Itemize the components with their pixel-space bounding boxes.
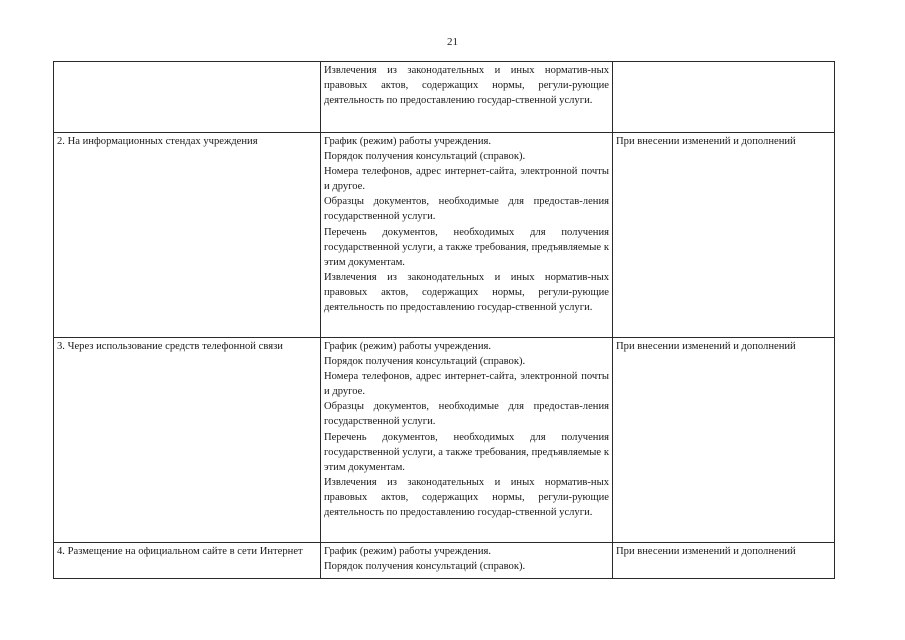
content-paragraph: Извлечения из законодательных и иных норматив-ных правовых актов, содержащих нормы, регули-рующие деятельность по предоставлению государ-ственной услуги. xyxy=(324,476,609,519)
frequency-text: При внесении изменений и дополнений xyxy=(616,136,796,147)
frequency-text: При внесении изменений и дополнений xyxy=(616,341,796,352)
content-paragraph: Образцы документов, необходимые для предостав-ления государственной услуги. xyxy=(324,401,609,428)
info-methods-table xyxy=(53,61,835,579)
table-row xyxy=(54,338,835,543)
method-text: 3. Через использование средств телефонной связи xyxy=(57,341,283,352)
content-paragraph: Перечень документов, необходимых для получения государственной услуги, а также требования, предъявляемые к этим документам. xyxy=(324,226,609,268)
content-cell xyxy=(321,62,613,133)
content-paragraph: Извлечения из законодательных и иных норматив-ных правовых актов, содержащих нормы, регули-рующие деятельность по предоставлению государ-ственной услуги. xyxy=(324,271,609,314)
content-paragraph: Порядок получения консультаций (справок). xyxy=(324,561,526,573)
method-cell xyxy=(54,62,321,133)
content-paragraph: Образцы документов, необходимые для предостав-ления государственной услуги. xyxy=(324,196,609,223)
table-row xyxy=(54,543,835,579)
content-cell xyxy=(321,338,613,543)
page-number: 21 xyxy=(447,36,458,48)
content-paragraph: Перечень документов, необходимых для получения государственной услуги, а также требования, предъявляемые к этим документам. xyxy=(324,431,609,473)
frequency-text: При внесении изменений и дополнений xyxy=(616,546,796,557)
frequency-cell xyxy=(613,62,835,133)
content-paragraph: График (режим) работы учреждения. xyxy=(324,136,492,147)
table-row xyxy=(54,62,835,133)
content-paragraph: Номера телефонов, адрес интернет-сайта, электронной почты и другое. xyxy=(324,166,609,193)
frequency-cell xyxy=(613,338,835,543)
table-row xyxy=(54,133,835,338)
method-cell xyxy=(54,338,321,543)
method-text: 4. Размещение на официальном сайте в сети Интернет xyxy=(57,546,303,557)
content-cell xyxy=(321,133,613,338)
content-paragraph: График (режим) работы учреждения. xyxy=(324,546,492,557)
method-cell xyxy=(54,543,321,579)
content-paragraph: Извлечения из законодательных и иных норматив-ных правовых актов, содержащих нормы, регули-рующие деятельность по предоставлению государ-ственной услуги. xyxy=(324,65,609,107)
content-cell xyxy=(321,543,613,579)
frequency-cell xyxy=(613,133,835,338)
content-paragraph: Порядок получения консультаций (справок). xyxy=(324,356,526,368)
method-cell xyxy=(54,133,321,338)
frequency-cell xyxy=(613,543,835,579)
content-paragraph: Порядок получения консультаций (справок). xyxy=(324,151,526,163)
content-paragraph: График (режим) работы учреждения. xyxy=(324,341,492,352)
content-paragraph: Номера телефонов, адрес интернет-сайта, электронной почты и другое. xyxy=(324,371,609,398)
method-text: 2. На информационных стендах учреждения xyxy=(57,136,258,147)
